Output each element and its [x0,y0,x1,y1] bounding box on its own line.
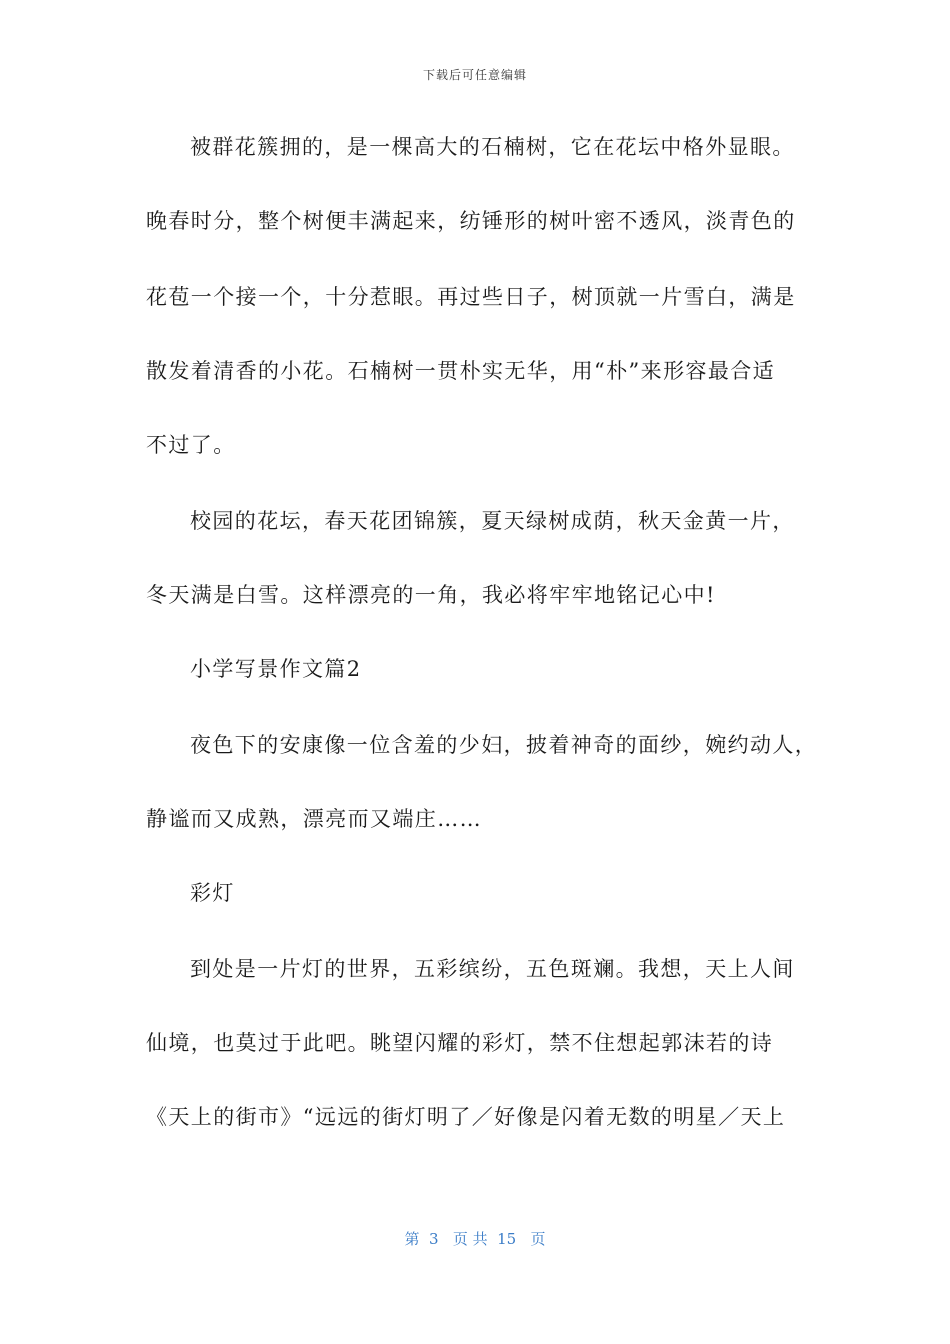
section-heading: 小学写景作文篇2 [190,657,362,681]
text-line: 《天上的街市》“远远的街灯明了／好像是闪着无数的明星／天上 [146,1105,786,1129]
text-line: 不过了。 [146,433,236,457]
text-line: 被群花簇拥的，是一棵高大的石楠树，它在花坛中格外显眼。 [190,135,795,159]
text-line: 校园的花坛，春天花团锦簇，夏天绿树成荫，秋天金黄一片， [190,509,795,533]
text-line: 仙境，也莫过于此吧。眺望闪耀的彩灯，禁不住想起郭沫若的诗 [146,1031,774,1055]
page-footer: 第 3 页 共 15 页 [404,1230,546,1248]
text-line: 静谧而又成熟，漂亮而又端庄…… [146,807,482,831]
text-line: 到处是一片灯的世界，五彩缤纷，五色斑斓。我想，天上人间 [190,957,795,981]
text-line: 花苞一个接一个，十分惹眼。再过些日子，树顶就一片雪白，满是 [146,285,796,309]
page-header: 下载后可任意编辑 [422,68,527,82]
text-line: 晚春时分，整个树便丰满起来，纺锤形的树叶密不透风，淡青色的 [146,209,796,233]
text-line: 夜色下的安康像一位含羞的少妇，披着神奇的面纱，婉约动人， [190,733,818,757]
text-line: 散发着清香的小花。石楠树一贯朴实无华，用“朴”来形容最合适 [146,359,776,383]
subheading: 彩灯 [190,881,235,905]
text-line: 冬天满是白雪。这样漂亮的一角，我必将牢牢地铭记心中! [146,583,716,607]
